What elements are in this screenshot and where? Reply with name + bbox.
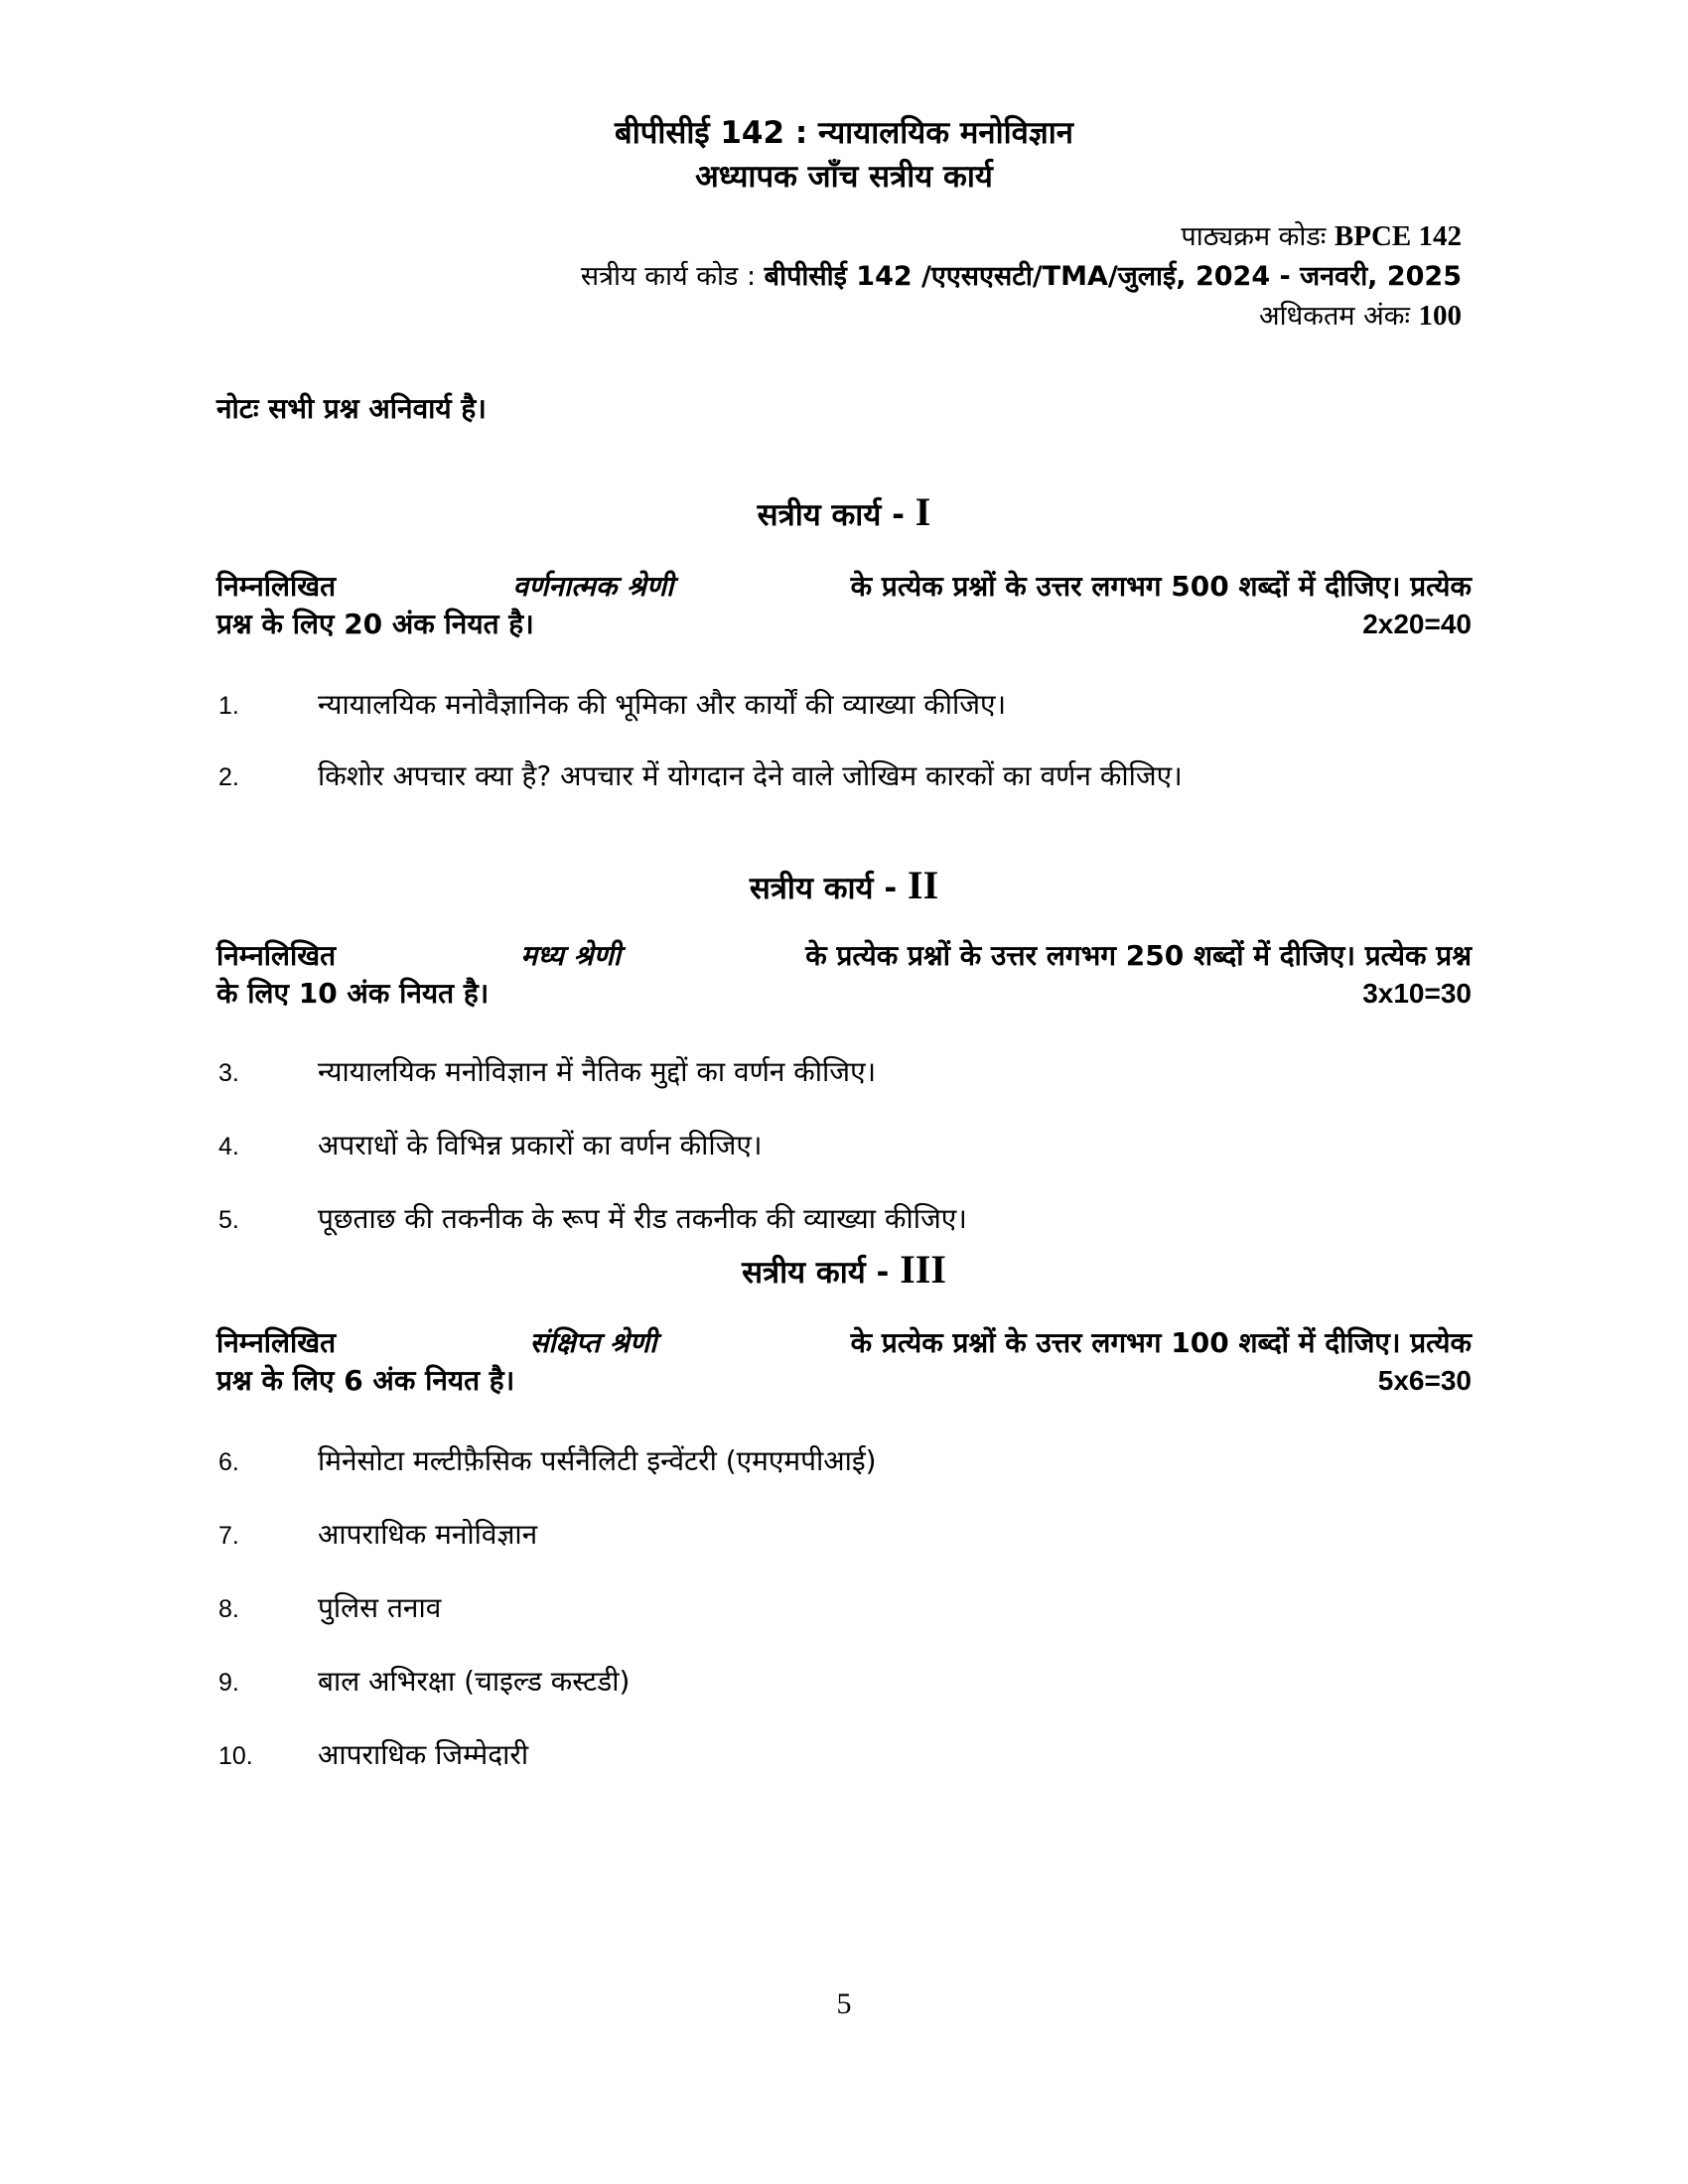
document-title-line2: अध्यापक जाँच सत्रीय कार्य <box>695 159 993 195</box>
page-number: 5 <box>836 1987 852 2020</box>
question-text: बाल अभिरक्षा (चाइल्ड कस्टडी) <box>318 1665 631 1698</box>
question-text: पुलिस तनाव <box>318 1591 442 1624</box>
section-instruction-3 <box>216 1324 1472 1400</box>
section-roman: II <box>908 863 939 907</box>
instr-line2: प्रश्न के लिए 6 अंक नियत है। <box>216 1364 515 1397</box>
question-number: 4. <box>218 1133 239 1160</box>
section-heading-text: सत्रीय कार्य - <box>749 871 898 906</box>
section-roman: III <box>900 1247 946 1292</box>
section-marks: 3x10=30 <box>1362 978 1472 1009</box>
question-item <box>218 1199 967 1237</box>
max-marks-label: अधिकतम अंकः <box>1259 301 1410 332</box>
question-item <box>218 756 1183 794</box>
question-text: आपराधिक मनोविज्ञान <box>318 1518 538 1551</box>
instr-post: के प्रत्येक प्रश्नों के उत्तर लगभग 100 शब्दों में दीजिए। प्रत्येक <box>850 1326 1472 1359</box>
instr-italic: मध्य श्रेणी <box>520 939 621 972</box>
section-heading-text: सत्रीय कार्य - <box>742 1255 890 1291</box>
course-code-label: पाठ्यक्रम कोडः <box>1181 221 1327 252</box>
question-text: किशोर अपचार क्या है? अपचार में योगदान देने वाले जोखिम कारकों का वर्णन कीजिए। <box>318 759 1183 792</box>
question-item <box>218 1515 537 1553</box>
question-text: आपराधिक जिम्मेदारी <box>318 1738 529 1771</box>
question-number: 2. <box>218 763 239 791</box>
question-number: 1. <box>218 692 239 720</box>
section-heading-1 <box>0 488 1688 535</box>
course-code <box>1181 216 1462 253</box>
question-text: अपराधों के विभिन्न प्रकारों का वर्णन कीजिए। <box>318 1129 763 1161</box>
question-item <box>218 1588 441 1626</box>
instr-post: के प्रत्येक प्रश्नों के उत्तर लगभग 500 शब्दों में दीजिए। प्रत्येक <box>850 570 1472 603</box>
section-instruction-1 <box>216 568 1472 643</box>
section-marks: 5x6=30 <box>1377 1365 1472 1396</box>
instr-italic: संक्षिप्त श्रेणी <box>529 1326 657 1359</box>
question-number: 9. <box>218 1669 239 1697</box>
instr-line2: के लिए 10 अंक नियत है। <box>216 977 490 1010</box>
section-roman: I <box>914 489 931 534</box>
section-heading-2 <box>0 862 1688 908</box>
section-marks: 2x20=40 <box>1362 609 1472 639</box>
instr-pre: निम्नलिखित <box>216 939 337 972</box>
assignment-code-label: सत्रीय कार्य कोड : <box>580 261 757 292</box>
section-heading-text: सत्रीय कार्य - <box>757 497 905 533</box>
max-marks-value: 100 <box>1418 300 1462 332</box>
question-item <box>218 685 1006 723</box>
instr-pre: निम्नलिखित <box>216 570 337 603</box>
question-item <box>218 1441 877 1479</box>
note: नोटः सभी प्रश्न अनिवार्य है। <box>216 392 487 425</box>
question-number: 8. <box>218 1595 239 1623</box>
instr-line2: प्रश्न के लिए 20 अंक नियत है। <box>216 608 534 640</box>
instr-post: के प्रत्येक प्रश्नों के उत्तर लगभग 250 शब्दों में दीजिए। प्रत्येक प्रश्न <box>805 939 1472 972</box>
question-item <box>218 1662 630 1700</box>
assignment-code <box>581 256 1462 293</box>
question-item <box>218 1735 528 1773</box>
course-code-value: BPCE 142 <box>1334 220 1462 252</box>
max-marks <box>1259 296 1462 333</box>
instr-italic: वर्णनात्मक श्रेणी <box>512 570 674 603</box>
section-instruction-2 <box>216 937 1472 1013</box>
question-number: 7. <box>218 1522 239 1550</box>
question-number: 5. <box>218 1206 239 1234</box>
question-text: मिनेसोटा मल्टीफ़ैसिक पर्सनैलिटी इन्वेंटरी (एमएमपीआई) <box>318 1444 877 1477</box>
question-text: न्यायालयिक मनोवैज्ञानिक की भूमिका और कार्यों की व्याख्या कीजिए। <box>318 688 1007 721</box>
question-item <box>218 1052 876 1090</box>
assignment-code-value: बीपीसीई 142 /एएसएसटी/TMA/जुलाई, 2024 - जनवरी, 2025 <box>764 261 1462 292</box>
question-number: 3. <box>218 1059 239 1087</box>
question-text: पूछताछ की तकनीक के रूप में रीड तकनीक की व्याख्या कीजिए। <box>318 1202 967 1235</box>
question-number: 10. <box>218 1742 253 1770</box>
document-title-line1: बीपीसीई 142 : न्यायालयिक मनोविज्ञान <box>615 115 1073 151</box>
instr-pre: निम्नलिखित <box>216 1326 337 1359</box>
question-number: 6. <box>218 1448 239 1476</box>
question-text: न्यायालयिक मनोविज्ञान में नैतिक मुद्दों का वर्णन कीजिए। <box>318 1055 877 1088</box>
question-item <box>218 1126 762 1163</box>
section-heading-3 <box>0 1246 1688 1293</box>
